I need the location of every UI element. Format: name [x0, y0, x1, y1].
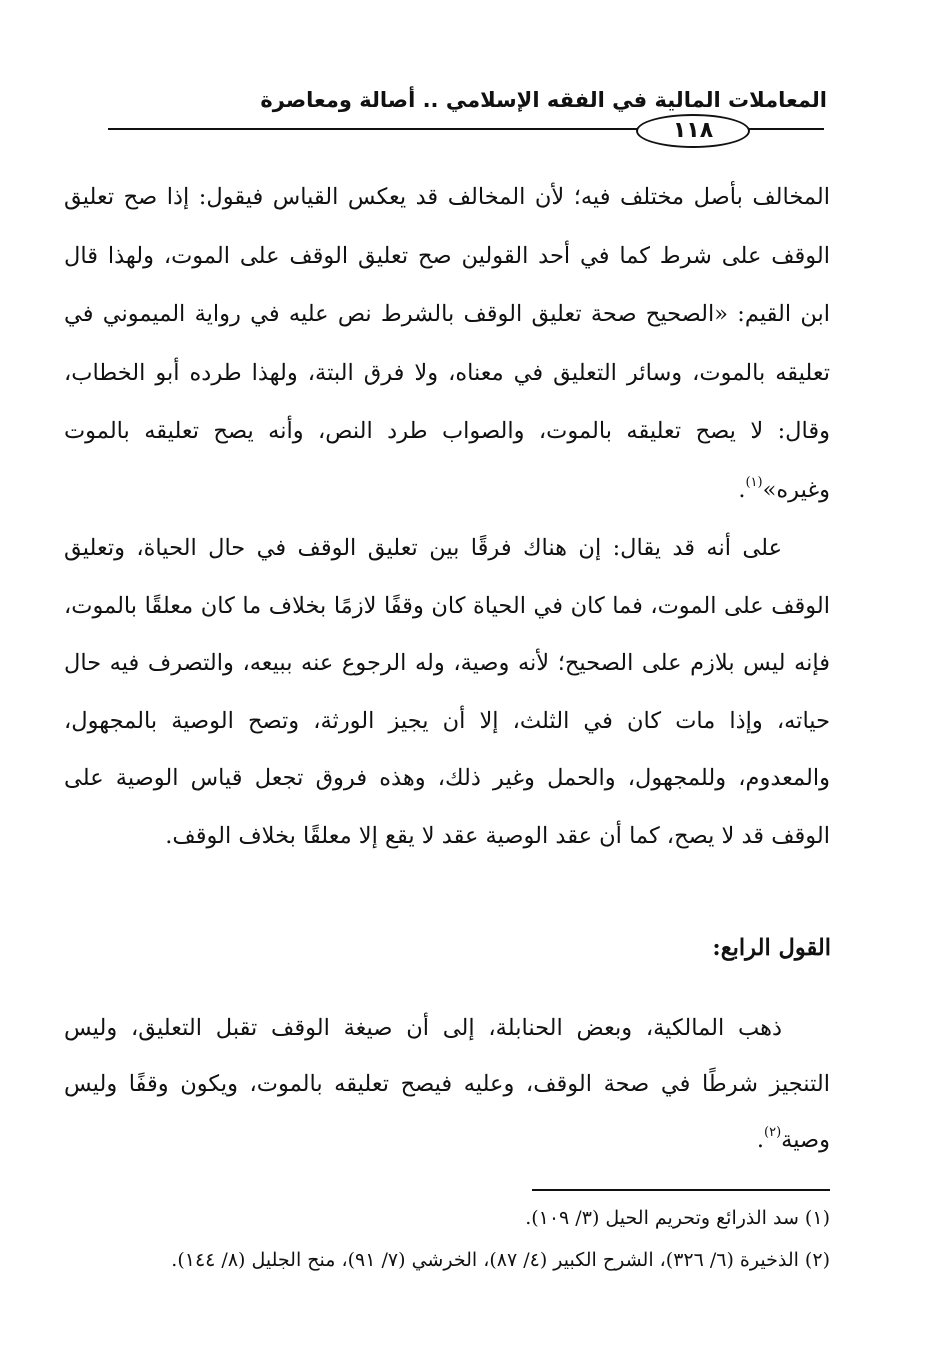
footnote-separator [532, 1189, 830, 1191]
footnote-2: (٢) الذخيرة (٦/ ٣٢٦)، الشرح الكبير (٤/ ٨٧)، الخرشي (٧/ ٩١)، منح الجليل (٨/ ١٤٤). [171, 1249, 830, 1271]
section-heading: القول الرابع: [712, 935, 831, 961]
footnote-1: (١) سد الذرائع وتحريم الحيل (٣/ ١٠٩). [525, 1207, 830, 1229]
footnote-ref-2[interactable]: (٢) [764, 1125, 782, 1140]
running-title: المعاملات المالية في الفقه الإسلامي .. أصالة ومعاصرة [260, 88, 827, 112]
paragraph-3 [64, 1000, 830, 1168]
footnote-ref-1[interactable]: (١) [745, 474, 763, 490]
page-number: ١١٨ [672, 118, 714, 143]
paragraph-2-text: على أنه قد يقال: إن هناك فرقًا بين تعليق الوقف في حال الحياة، وتعليق الوقف على الموت، فما كان في الحياة كان وقفًا لازمًا بخلاف ما كان معلقًا بالموت، فإنه ليس بلازم على الصحيح؛ لأنه وصية، وله الرجوع عنه ببيعه، والتصرف فيه حال حياته، وإذا مات كان في الثلث، إلا أن يجيز الورثة، وتصح الوصية بالمجهول، والمعدوم، وللمجهول، والحمل وغير ذلك، وهذه فروق تجعل قياس الوصية على الوقف قد لا يصح، كما أن عقد الوصية عقد لا يقع إلا معلقًا بخلاف الوقف. [64, 535, 830, 849]
paragraph-1 [64, 168, 830, 519]
paragraph-2 [64, 520, 830, 865]
page-number-badge [636, 114, 750, 148]
paragraph-1-end: . [738, 476, 746, 503]
paragraph-3-text: ذهب المالكية، وبعض الحنابلة، إلى أن صيغة الوقف تقبل التعليق، وليس التنجيز شرطًا في صحة الوقف، وعليه فيصح تعليقه بالموت، ويكون وقفًا وليس وصية [64, 1015, 830, 1153]
paragraph-1-text: المخالف بأصل مختلف فيه؛ لأن المخالف قد يعكس القياس فيقول: إذا صح تعليق الوقف على شرط كما في أحد القولين صح تعليق الوقف على الموت، ولهذا قال ابن القيم: «الصحيح صحة تعليق الوقف بالشرط نص عليه في رواية الميموني في تعليقه بالموت، وسائر التعليق في معناه، ولا فرق البتة، ولهذا طرده أبو الخطاب، وقال: لا يصح تعليقه بالموت، والصواب طرد النص، وأنه يصح تعليقه بالموت وغيره» [64, 184, 830, 503]
paragraph-3-end: . [756, 1127, 765, 1153]
